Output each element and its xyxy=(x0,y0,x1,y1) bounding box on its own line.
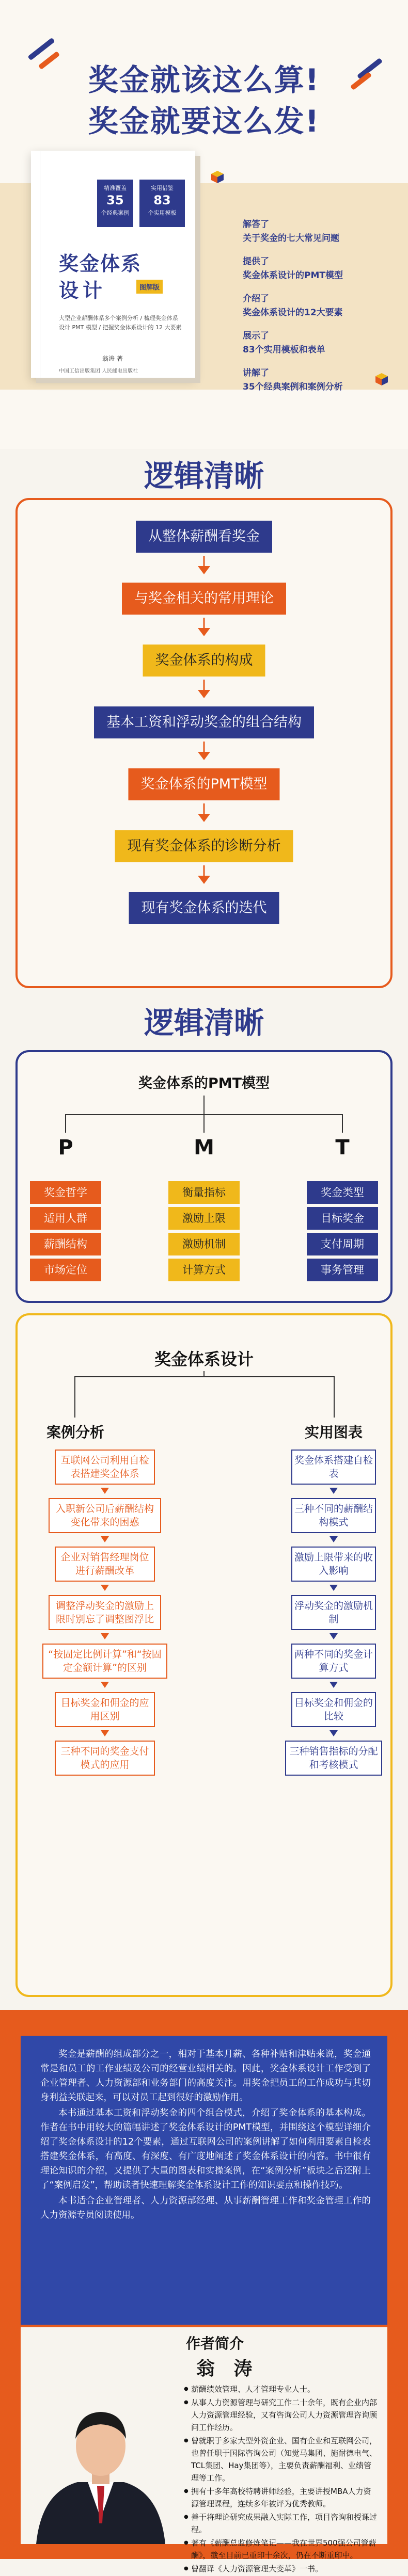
intro-section xyxy=(0,2010,408,2573)
feature-item: 讲解了 35个经典案例和案例分析 xyxy=(243,368,343,392)
edition-badge: 图解版 xyxy=(136,280,163,294)
author-name: 翁 涛 xyxy=(196,2358,259,2379)
feature-item: 介绍了 奖金体系设计的12大要素 xyxy=(243,294,343,318)
flow-connector xyxy=(203,865,205,877)
author-bio-item: ● 薪酬绩效管理、人才管理专业人士。 xyxy=(184,2383,378,2395)
flow-step: 基本工资和浮动奖金的组合结构 xyxy=(94,706,314,738)
pmt-p-item: 适用人群 xyxy=(30,1207,101,1230)
arrow-down-icon xyxy=(329,1730,338,1736)
flow-connector xyxy=(203,618,205,629)
pmt-t-item: 奖金类型 xyxy=(307,1181,378,1204)
pmt-t-item: 支付周期 xyxy=(307,1233,378,1255)
logic-section-title-2: 逻辑清晰 xyxy=(144,1005,264,1040)
pmt-model-panel xyxy=(15,1050,393,1303)
arrow-down-icon xyxy=(329,1633,338,1639)
author-bio-item: ● 曾翻译《人力资源管理大变革》一书。 xyxy=(184,2563,378,2575)
arrow-down-icon xyxy=(101,1585,109,1591)
pmt-m-item: 激励机制 xyxy=(168,1233,240,1255)
flow-step: 现有奖金体系的迭代 xyxy=(129,892,279,924)
pmt-p-item: 市场定位 xyxy=(30,1259,101,1281)
intro-paragraph: 本书适合企业管理者、人力资源部经理、从事薪酬管理工作和奖金管理工作的人力资源专员阅读使用。 xyxy=(40,2196,371,2220)
arrow-down-icon xyxy=(101,1730,109,1736)
feature-item: 提供了 奖金体系设计的PMT模型 xyxy=(243,256,343,281)
hero-headline-2: 奖金就要这么发! xyxy=(88,104,320,139)
flow-step: 奖金体系的构成 xyxy=(143,645,265,677)
case-analysis-heading: 案例分析 xyxy=(46,1424,104,1441)
case-item: “按固定比例计算”和“按固定金额计算”的区别 xyxy=(42,1644,167,1679)
feature-item: 解答了 关于奖金的七大常见问题 xyxy=(243,219,339,244)
tree-line xyxy=(65,1114,66,1133)
author-bio-item: ● 拥有十多年高校特聘讲师经验，主要讲授MBA人力资源管理课程，连续多年被评为优秀教师。 xyxy=(184,2485,378,2510)
chart-item: 三种不同的薪酬结构模式 xyxy=(291,1498,376,1533)
book-author: 翁涛 著 xyxy=(102,355,123,362)
arrow-down-icon xyxy=(329,1682,338,1688)
design-title: 奖金体系设计 xyxy=(154,1349,254,1369)
feature-list xyxy=(243,217,398,403)
logic-section-title-1: 逻辑清晰 xyxy=(144,458,264,493)
chart-item: 三种销售指标的分配和考核模式 xyxy=(285,1741,382,1776)
case-item: 互联网公司利用自检表搭建奖金体系 xyxy=(55,1450,155,1485)
logic-flow-panel xyxy=(15,498,393,988)
flow-step: 与奖金相关的常用理论 xyxy=(122,583,286,615)
badge-cases: 精准覆盖 35 个经典案例 xyxy=(97,180,133,227)
book-cover xyxy=(31,151,195,378)
intro-paragraph: 本书通过基本工资和浮动奖金的四个组合模式，介绍了奖金体系的基本构成。作者在书中用较大的篇幅讲述了奖金体系设计的PMT模型，并围绕这个模型详细介绍了奖金体系设计的12个要素，通过互联网公司的案例讲解了如何利用要素自检表搭建奖金体系，有高度、有深度、有广度地阐述了奖金体系设计的内容。书中很有理论知识的介绍，又提供了大量的图表和实操案例，在“案例分析”板块之后还附上了“案例启发”，帮助读者快速理解奖金体系设计工作的知识要点和操作技巧。 xyxy=(40,2108,371,2191)
arrow-down-icon xyxy=(329,1585,338,1591)
pmt-letter-t: T xyxy=(335,1136,350,1160)
pmt-p-item: 薪酬结构 xyxy=(30,1233,101,1255)
pmt-t-item: 目标奖金 xyxy=(307,1207,378,1230)
case-item: 企业对销售经理岗位进行薪酬改革 xyxy=(55,1547,155,1582)
book-blurb: 大型企业薪酬体系多个案例分析 / 梳理奖金体系设计 PMT 模型 / 把握奖金体系设计的 12 大要素 xyxy=(59,315,182,331)
chart-item: 两种不同的奖金计算方式 xyxy=(291,1644,376,1679)
chart-item: 激励上限带来的收入影响 xyxy=(291,1547,376,1582)
arrow-down-icon xyxy=(198,814,210,822)
case-item: 目标奖金和佣金的应用区别 xyxy=(55,1692,155,1727)
flow-connector xyxy=(203,803,205,815)
flow-connector xyxy=(203,556,205,567)
flow-step: 从整体薪酬看奖金 xyxy=(136,521,272,553)
arrow-down-icon xyxy=(198,690,210,698)
flow-step: 奖金体系的PMT模型 xyxy=(128,768,279,800)
design-panel xyxy=(15,1313,393,1997)
flow-connector xyxy=(203,680,205,691)
author-bio-item: ● 著有《薪酬总监修炼笔记——我在世界500强公司管薪酬》，截至目前已重印十余次，仍在不断重印中。 xyxy=(184,2537,378,2562)
tree-line xyxy=(203,1371,205,1377)
arrow-down-icon xyxy=(198,752,210,760)
author-heading: 作者简介 xyxy=(186,2335,244,2352)
book-intro-card xyxy=(21,2036,387,2325)
pmt-p-item: 奖金哲学 xyxy=(30,1181,101,1204)
hero-headline-1: 奖金就该这么算! xyxy=(88,62,320,98)
intro-paragraph: 奖金是薪酬的组成部分之一，相对于基本月薪、各种补贴和津贴来说，奖金通常是和员工的工作业绩及公司的经营业绩相关的。因此，奖金体系设计工作受到了企业管理者、人力资源部和业务部门的高度关注。用奖金把员工的工作成功与其切身利益关联起来，可以对员工起到很好的激励作用。 xyxy=(40,2049,371,2103)
author-bio-item: ● 曾就职于多家大型外资企业、国有企业和互联网公司，也曾任职于国际咨询公司（知觉马集团、施耐德电气、TCL集团、Hay集团等），主要负责薪酬福利、业绩管理等工作。 xyxy=(184,2435,378,2484)
author-bio-item: ● 从事人力资源管理与研究工作二十余年，既有企业内部人力资源管理经验，又有咨询公司人力资源管理咨询顾问工作经历。 xyxy=(184,2396,378,2434)
arrow-down-icon xyxy=(101,1488,109,1494)
arrow-down-icon xyxy=(101,1682,109,1688)
chart-item: 目标奖金和佣金的比较 xyxy=(291,1692,376,1727)
flow-connector xyxy=(203,742,205,753)
pmt-m-item: 激励上限 xyxy=(168,1207,240,1230)
tree-line xyxy=(74,1376,75,1418)
tree-line xyxy=(203,1096,205,1114)
tree-line xyxy=(342,1114,343,1133)
practical-charts-heading: 实用图表 xyxy=(304,1424,363,1441)
flow-step: 现有奖金体系的诊断分析 xyxy=(115,830,293,862)
pmt-t-item: 事务管理 xyxy=(307,1259,378,1281)
author-box xyxy=(21,2327,387,2573)
tree-line xyxy=(334,1376,335,1418)
arrow-down-icon xyxy=(329,1536,338,1542)
pmt-letter-p: P xyxy=(58,1136,73,1160)
book-publisher: 中国工信出版集团 人民邮电出版社 xyxy=(59,368,138,374)
chart-item: 奖金体系搭建自检表 xyxy=(291,1450,376,1485)
badge-templates: 实用借鉴 83 个实用模板 xyxy=(139,180,185,227)
arrow-down-icon xyxy=(101,1633,109,1639)
feature-item: 展示了 83个实用模板和表单 xyxy=(243,331,325,355)
book-title-line1: 奖金体系 xyxy=(59,252,142,275)
case-item: 调整浮动奖金的激励上限时别忘了调整图浮比 xyxy=(49,1595,161,1630)
pmt-m-item: 衡量指标 xyxy=(168,1181,240,1204)
author-bio-list xyxy=(184,2383,378,2576)
book-spine xyxy=(31,151,40,378)
book-title-line2: 设计 xyxy=(59,279,107,302)
author-portrait xyxy=(31,2389,170,2544)
case-item: 三种不同的奖金支付模式的应用 xyxy=(55,1741,155,1776)
author-bio-item: ● 善于将理论研究成果融入实际工作，项目咨询和授课过程。 xyxy=(184,2511,378,2536)
chart-item: 浮动奖金的激励机制 xyxy=(291,1595,376,1630)
arrow-down-icon xyxy=(101,1536,109,1542)
pmt-model-title: 奖金体系的PMT模型 xyxy=(138,1075,270,1091)
pmt-letter-m: M xyxy=(194,1136,214,1160)
pmt-m-item: 计算方式 xyxy=(168,1259,240,1281)
arrow-down-icon xyxy=(198,628,210,636)
arrow-down-icon xyxy=(198,566,210,574)
hero-section xyxy=(0,0,408,449)
arrow-down-icon xyxy=(329,1488,338,1494)
tree-line xyxy=(203,1114,205,1133)
arrow-down-icon xyxy=(198,876,210,884)
case-item: 入职新公司后薪酬结构变化带来的困惑 xyxy=(49,1498,161,1533)
decor-cube-icon xyxy=(211,170,224,184)
